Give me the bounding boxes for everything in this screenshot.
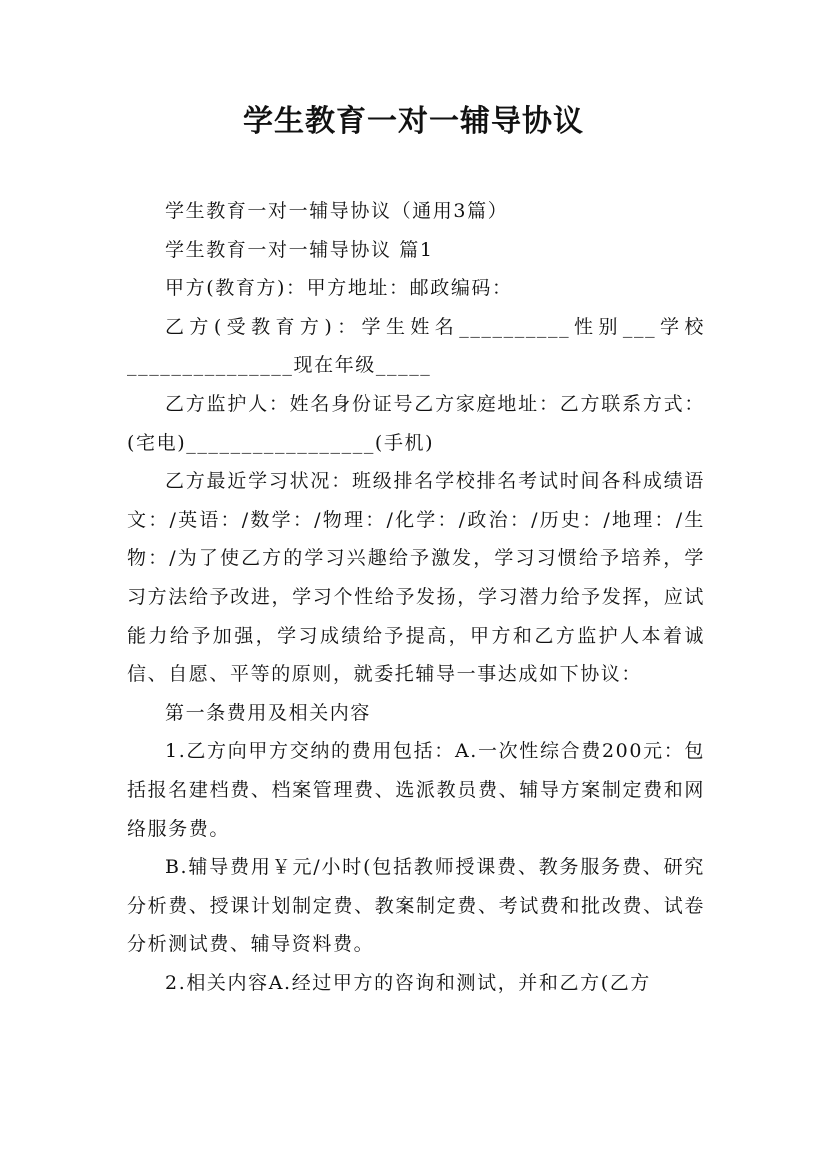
paragraph-guardian: 乙方监护人：姓名身份证号乙方家庭地址：乙方联系方式：(宅电)_________________(手机) [127,392,705,454]
document-title: 学生教育一对一辅导协议 [243,104,584,139]
document-body [127,192,705,1002]
paragraph-party-a: 甲方(教育方)：甲方地址：邮政编码： [165,277,513,300]
paragraph-subtitle: 学生教育一对一辅导协议（通用3篇） [165,200,509,222]
paragraph-section-heading: 学生教育一对一辅导协议 篇1 [165,238,434,261]
paragraph-fee-item-1: 1.乙方向甲方交纳的费用包括：A.一次性综合费200元：包括报名建档费、档案管理费、选派教员费、辅导方案制定费和网络服务费。 [127,740,705,840]
paragraph-study-status: 乙方最近学习状况：班级排名学校排名考试时间各科成绩语文：/英语：/数学：/物理：/化学：/政治：/历史：/地理：/生物：/为了使乙方的学习兴趣给予激发，学习习惯给予培养，学习方法给予改进，学习个性给予发扬，学习潜力给予发挥，应试能力给予加强，学习成绩给予提高，甲方和乙方监护人本着诚信、自愿、平等的原则，就委托辅导一事达成如下协议： [127,470,705,686]
paragraph-party-b: 乙方(受教育方)：学生姓名__________性别___学校_______________现在年级_____ [127,315,705,377]
paragraph-fee-item-b: B.辅导费用￥元/小时(包括教师授课费、教务服务费、研究分析费、授课计划制定费、教案制定费、考试费和批改费、试卷分析测试费、辅导资料费。 [127,856,705,956]
paragraph-article-one-heading: 第一条费用及相关内容 [165,701,372,724]
paragraph-related-content: 2.相关内容A.经过甲方的咨询和测试，并和乙方(乙方 [165,971,651,994]
